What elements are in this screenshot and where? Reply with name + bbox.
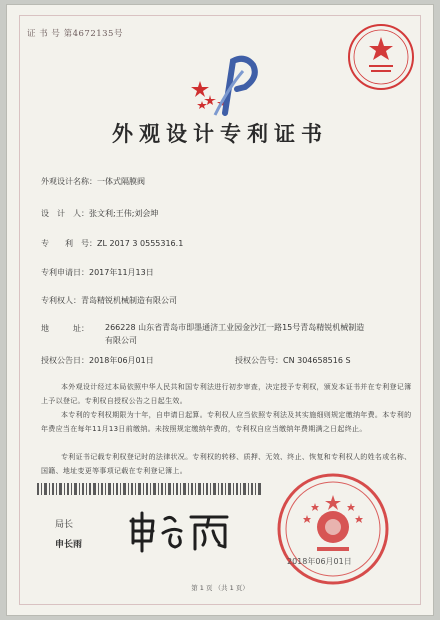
patent-office-emblem-icon: [185, 47, 267, 119]
filing-date-row: [41, 267, 154, 278]
grant-date-label: 授权公告日：: [41, 356, 89, 365]
grant-no-row: [235, 355, 351, 366]
patentee-label: 专利权人：: [41, 296, 81, 305]
certificate-page: [6, 4, 434, 616]
state-intellectual-property-seal-icon: [255, 467, 411, 585]
designer-row: [41, 208, 158, 219]
address-label: 地 址：: [41, 324, 89, 333]
grant-date-value: 2018年06月01日: [89, 356, 154, 365]
filing-date-label: 专利申请日：: [41, 268, 89, 277]
design-name-row: [41, 176, 145, 187]
barcode: [37, 483, 263, 495]
director-signature: [127, 509, 237, 553]
director-title: 局长: [55, 520, 74, 530]
body-paragraph: 本专利的专利权期限为十年，自申请日起算。专利权人应当依照专利法及其实施细则规定缴纳年费。本专利的年费应当在每年11月13日前缴纳。未按照规定缴纳年费的，专利权自应当缴纳年费期满之日起终止。: [41, 411, 412, 433]
seal-date: 2018年06月01日: [287, 557, 352, 566]
designer-label: 设 计 人：: [41, 209, 89, 218]
patent-no-row: [41, 238, 183, 249]
design-name-value: 一体式隔膜阀: [97, 177, 145, 186]
designer-value: 张文利;王伟;刘会坤: [89, 209, 159, 218]
grant-no-label: 授权公告号：: [235, 356, 283, 365]
grant-no-value: CN 304658516 S: [283, 356, 351, 365]
certificate-number: 证 书 号 第4672135号: [27, 29, 123, 39]
patentee-value: 青岛精锐机械制造有限公司: [81, 296, 177, 305]
patentee-row: [41, 295, 177, 306]
design-name-label: 外观设计名称：: [41, 177, 97, 186]
address-value: 266228 山东省青岛市即墨通济工业园金沙江一路15号青岛精锐机械制造有限公司: [105, 323, 365, 345]
filing-date-value: 2017年11月13日: [89, 268, 154, 277]
patent-no-label: 专 利 号：: [41, 239, 97, 248]
director-name: 申长雨: [55, 540, 83, 550]
body-paragraph: 专利证书记载专利权登记时的法律状况。专利权的转移、质押、无效、终止、恢复和专利权人的姓名或名称、国籍、地址变更等事项记载在专利登记簿上。: [41, 453, 412, 475]
page-number: 第 1 页 （共 1 页）: [191, 584, 249, 592]
address-label-row: [41, 323, 89, 334]
patent-no-value: ZL 2017 3 0555316.1: [97, 239, 184, 248]
agency-seal-icon: [345, 21, 417, 93]
body-paragraph: 本外观设计经过本局依照中华人民共和国专利法进行初步审查，决定授予专利权，颁发本证书并在专利登记簿上予以登记。专利权自授权公告之日起生效。: [41, 383, 412, 405]
certificate-title: 外观设计专利证书: [112, 121, 328, 146]
grant-date-row: [41, 355, 154, 366]
